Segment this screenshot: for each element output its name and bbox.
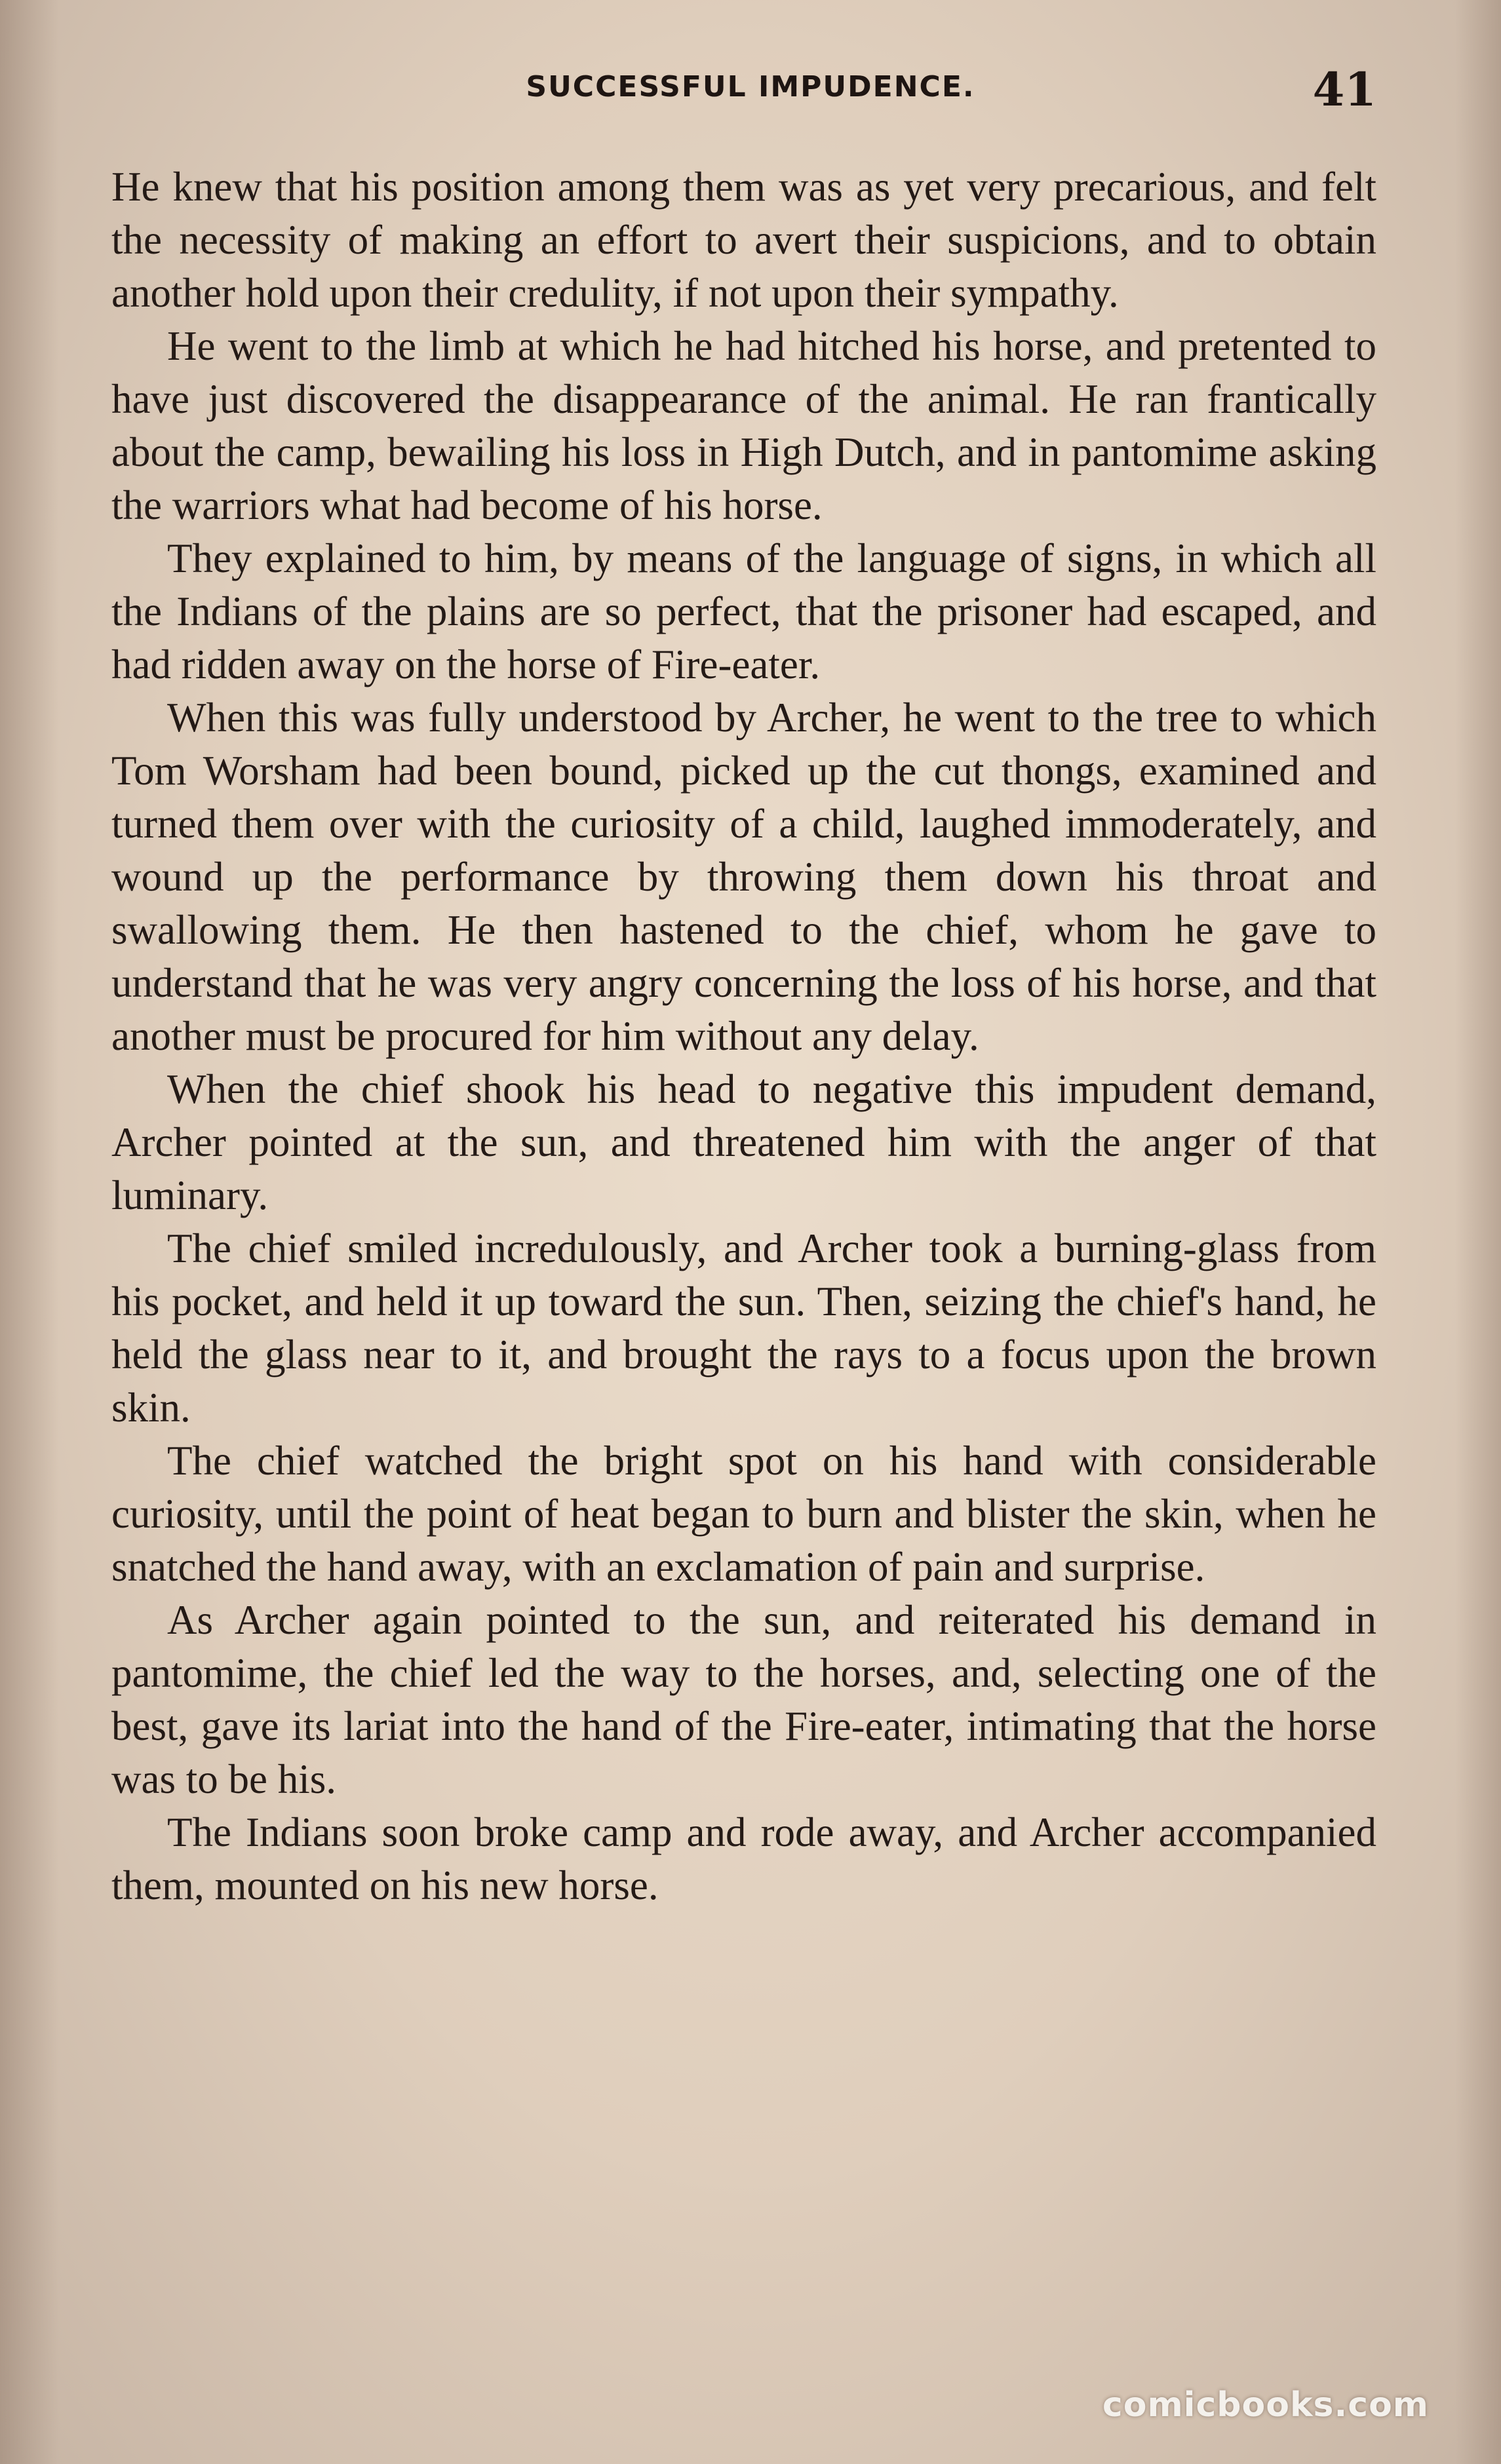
paragraph: He knew that his position among them was as yet very precarious, and felt the necessity of making an effort to avert their suspicions, and to obtain another hold upon their credulity, if not upon their sympathy.	[111, 164, 1376, 316]
paragraph: When the chief shook his head to negative this impudent demand, Archer pointed at the sun, and threatened him with the anger of that luminary.	[111, 1066, 1376, 1218]
paragraph: The chief watched the bright spot on his hand with considerable curiosity, until the point of heat began to burn and blister the skin, when he snatched the hand away, with an exclamation of pain and surprise.	[111, 1438, 1376, 1590]
running-head	[0, 62, 1501, 121]
paragraph: When this was fully understood by Archer, he went to the tree to which Tom Worsham had been bound, picked up the cut thongs, examined and turned them over with the curiosity of a child, laughed immoderately, and wound up the performance by throwing them down his throat and swallowing them. He then hastened to the chief, whom he gave to understand that he was very angry concerning the loss of his horse, and that another must be procured for him without any delay.	[111, 695, 1376, 1059]
running-title: SUCCESSFUL IMPUDENCE.	[526, 70, 975, 104]
body-text	[111, 161, 1376, 1912]
paragraph: As Archer again pointed to the sun, and reiterated his demand in pantomime, the chief led the way to the horses, and, selecting one of the best, gave its lariat into the hand of the Fire-eater, intimating that the horse was to be his.	[111, 1597, 1376, 1802]
paragraph: The chief smiled incredulously, and Archer took a burning-glass from his pocket, and held it up toward the sun. Then, seizing the chief's hand, he held the glass near to it, and brought the rays to a focus upon the brown skin.	[111, 1225, 1376, 1431]
watermark: comicbooks.com	[1102, 2385, 1429, 2425]
paragraph: They explained to him, by means of the language of signs, in which all the Indians of the plains are so perfect, that the prisoner had escaped, and had ridden away on the horse of Fire-eater.	[111, 535, 1376, 687]
paragraph: The Indians soon broke camp and rode away, and Archer accompanied them, mounted on his new horse.	[111, 1809, 1376, 1908]
page-number: 41	[1312, 62, 1376, 117]
paragraph: He went to the limb at which he had hitched his horse, and pretented to have just discovered the disappearance of the animal. He ran frantically about the camp, bewailing his loss in High Dutch, and in pantomime asking the warriors what had become of his horse.	[111, 323, 1376, 528]
